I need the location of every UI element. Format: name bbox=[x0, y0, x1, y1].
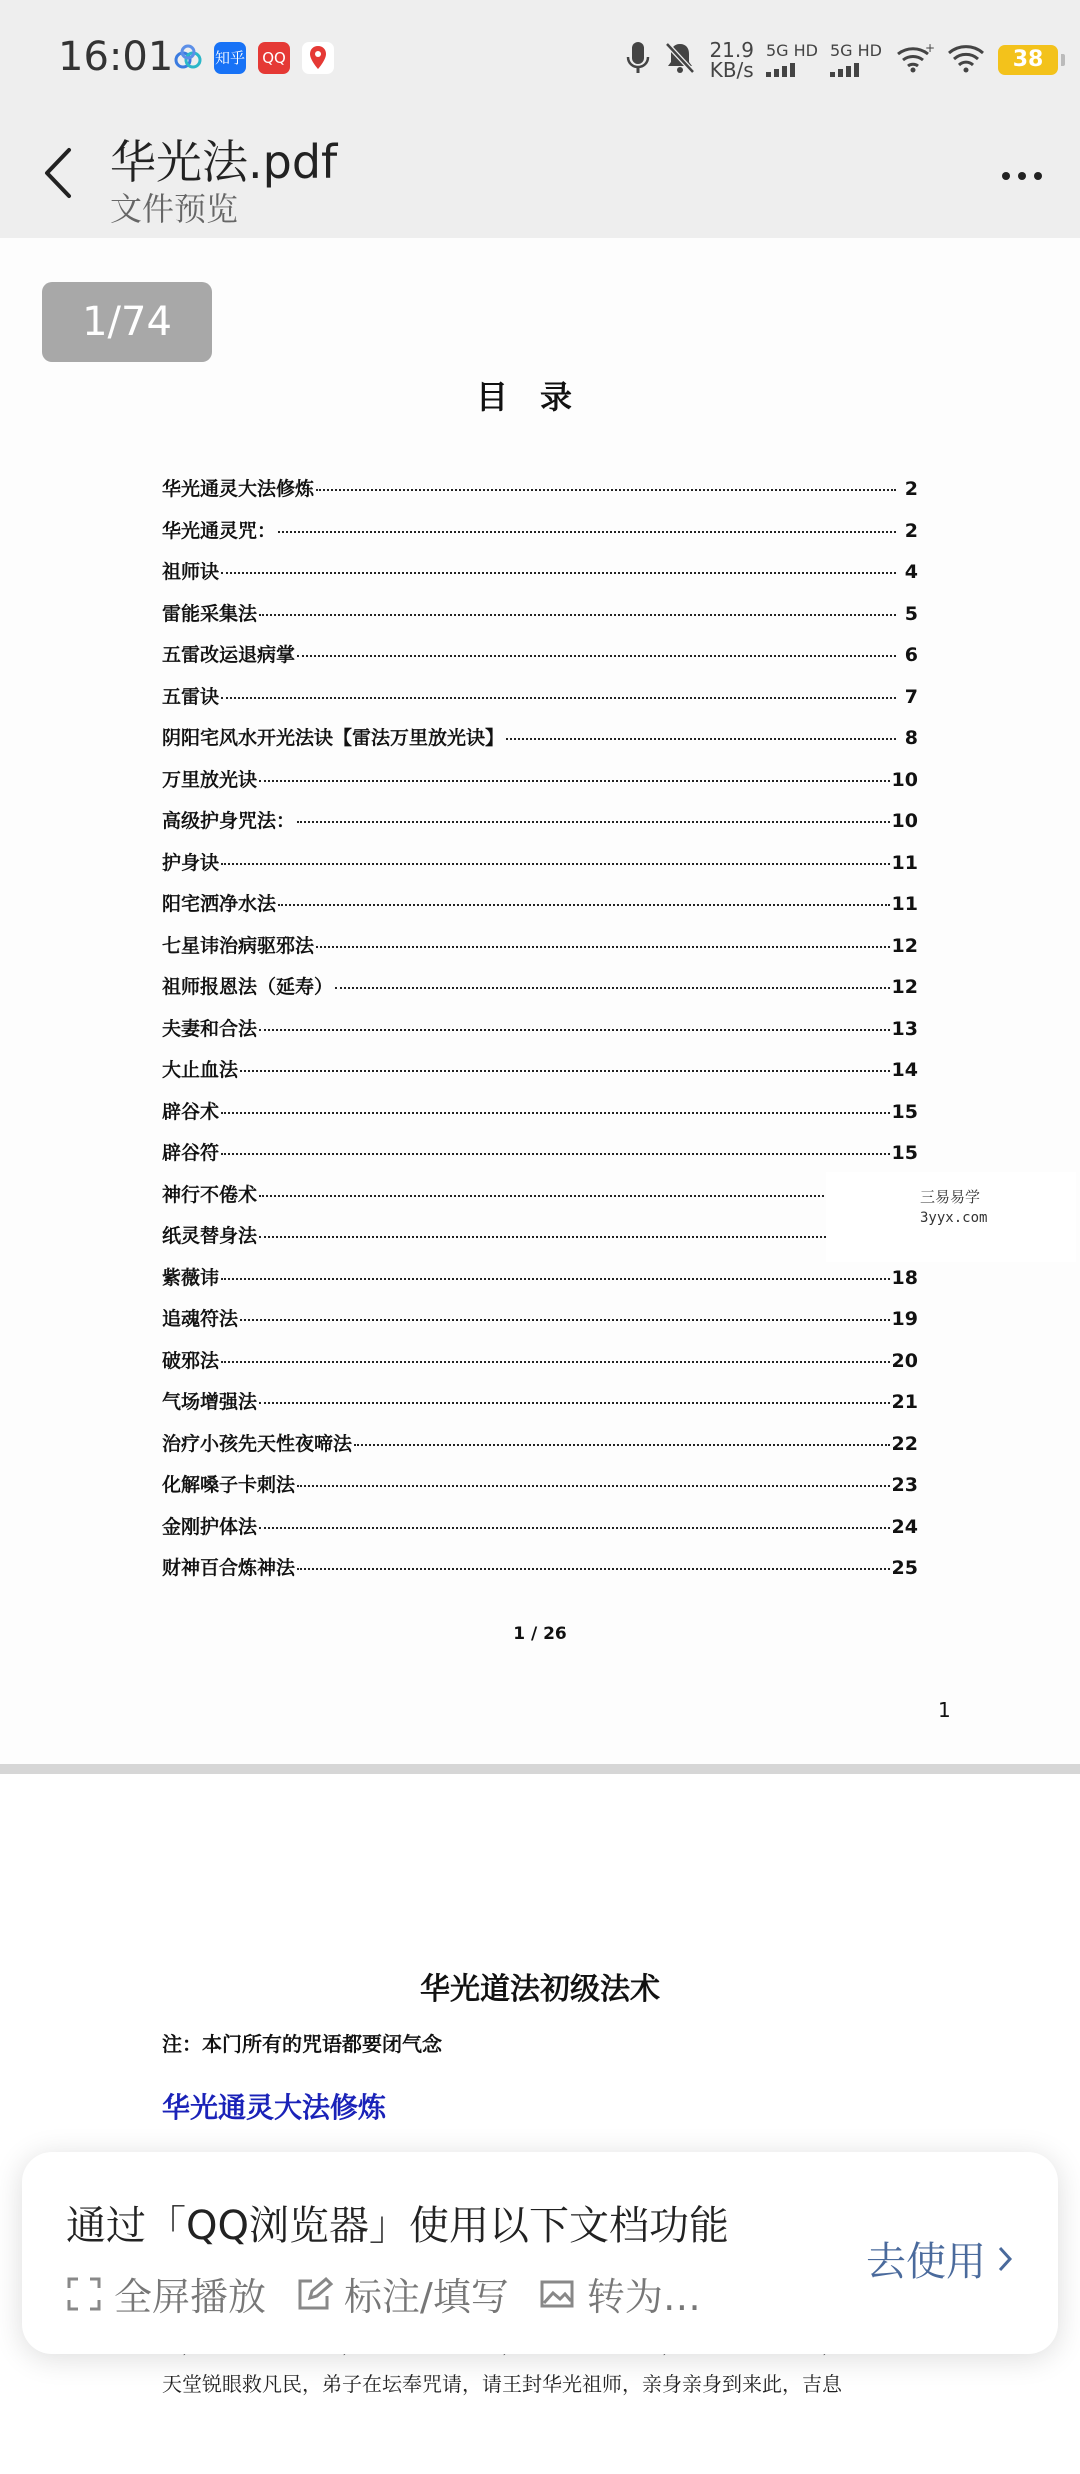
toc-entry-page: 15 bbox=[891, 1100, 918, 1123]
toc-entry-title: 纸灵替身法 bbox=[162, 1225, 258, 1247]
watermark bbox=[826, 1172, 1076, 1262]
feature-label: 标注/填写 bbox=[344, 2275, 509, 2319]
toc-row[interactable] bbox=[162, 1346, 918, 1388]
chevron-right-icon bbox=[996, 2244, 1014, 2274]
go-use-label: 去使用 bbox=[866, 2239, 986, 2285]
feature-annotate[interactable] bbox=[296, 2266, 509, 2321]
svg-text:+: + bbox=[925, 41, 936, 55]
wifi-plus-icon bbox=[894, 42, 934, 78]
file-subtitle: 文件预览 bbox=[110, 190, 239, 228]
mute-bell-icon bbox=[663, 40, 697, 80]
net-speed-value: 21.9 bbox=[709, 38, 754, 62]
toc-row[interactable] bbox=[162, 1097, 918, 1139]
more-options-button[interactable] bbox=[990, 146, 1054, 206]
toc-entry-page: 24 bbox=[891, 1515, 918, 1538]
toc-leader-dots bbox=[240, 1070, 890, 1072]
toc-entry-page: 7 bbox=[904, 685, 918, 708]
toc-leader-dots bbox=[335, 987, 890, 989]
toc-row[interactable] bbox=[162, 640, 918, 682]
page-number: 1 bbox=[938, 1698, 951, 1722]
image-icon bbox=[539, 2276, 575, 2312]
toc-entry-page: 14 bbox=[891, 1059, 918, 1081]
watermark-line2: 3yyx.com bbox=[920, 1210, 988, 1226]
toc-row[interactable] bbox=[162, 1014, 918, 1056]
signal-1-label: 5G HD bbox=[765, 41, 818, 60]
page2-heading: 华光通灵大法修炼 bbox=[162, 2091, 387, 2124]
toc-entry-title: 阴阳宅风水开光法诀【雷法万里放光诀】 bbox=[162, 727, 505, 749]
toc-leader-dots bbox=[221, 1361, 890, 1363]
toc-entry-title: 金刚护体法 bbox=[162, 1515, 258, 1538]
toc-entry-title: 七星讳治病驱邪法 bbox=[162, 934, 315, 957]
toc-row[interactable] bbox=[162, 723, 918, 765]
toc-entry-page: 2 bbox=[904, 478, 918, 500]
toc-entry-title: 雷能采集法 bbox=[162, 602, 258, 625]
maps-pin-icon bbox=[302, 42, 334, 74]
toc-entry-title: 辟谷术 bbox=[162, 1100, 220, 1123]
toc-entry-title: 紫薇讳 bbox=[162, 1266, 220, 1289]
toc-entry-title: 华光通灵大法修炼 bbox=[162, 478, 315, 500]
back-button[interactable] bbox=[28, 138, 88, 208]
toc-entry-page: 11 bbox=[891, 851, 918, 874]
toc-row[interactable] bbox=[162, 889, 918, 931]
toc-leader-dots bbox=[240, 1319, 890, 1321]
toc-leader-dots bbox=[221, 1112, 890, 1114]
toc-leader-dots bbox=[278, 904, 890, 906]
toc-entry-title: 夫妻和合法 bbox=[162, 1017, 258, 1040]
battery-indicator: 38 bbox=[998, 45, 1058, 75]
fullscreen-icon bbox=[66, 2276, 102, 2312]
toc-leader-dots bbox=[259, 1236, 890, 1238]
toc-list bbox=[162, 474, 918, 1595]
watermark-line1: 三易易学 bbox=[920, 1188, 981, 1206]
toc-entry-title: 祖师诀 bbox=[162, 561, 220, 583]
toc-entry-title: 华光通灵咒： bbox=[162, 519, 277, 542]
toc-entry-page: 22 bbox=[891, 1432, 918, 1455]
edit-icon bbox=[296, 2276, 332, 2312]
toc-row[interactable] bbox=[162, 765, 918, 807]
toc-entry-title: 神行不倦术 bbox=[162, 1183, 258, 1206]
toc-entry-page: 20 bbox=[891, 1349, 918, 1372]
toc-entry-title: 治疗小孩先天性夜啼法 bbox=[162, 1432, 353, 1455]
qq-app-icon: QQ bbox=[258, 42, 290, 74]
page-counter: 1/74 bbox=[42, 282, 212, 362]
pdf-viewer[interactable] bbox=[0, 238, 1080, 2400]
toc-leader-dots bbox=[506, 738, 896, 740]
toc-row[interactable] bbox=[162, 848, 918, 890]
toc-row[interactable] bbox=[162, 806, 918, 848]
status-bar bbox=[0, 0, 1080, 118]
toc-row[interactable] bbox=[162, 599, 918, 641]
toc-entry-title: 气场增强法 bbox=[162, 1391, 258, 1413]
promo-features bbox=[66, 2266, 701, 2321]
status-time: 16:01 bbox=[58, 34, 174, 80]
baidu-pan-icon bbox=[172, 42, 204, 74]
toc-row[interactable] bbox=[162, 1512, 918, 1554]
wifi-icon bbox=[946, 42, 986, 78]
status-indicators bbox=[625, 34, 1058, 86]
toc-entry-title: 辟谷符 bbox=[162, 1142, 220, 1164]
toc-entry-page: 25 bbox=[891, 1557, 918, 1579]
toc-entry-page: 13 bbox=[891, 1017, 918, 1040]
toc-entry-title: 五雷诀 bbox=[162, 685, 220, 708]
toc-entry-title: 大止血法 bbox=[162, 1059, 239, 1081]
toc-entry-title: 高级护身咒法： bbox=[162, 810, 296, 832]
file-title: 华光法.pdf bbox=[110, 135, 338, 189]
feature-label: 转为… bbox=[586, 2275, 701, 2319]
net-speed bbox=[709, 40, 754, 80]
toc-row[interactable] bbox=[162, 931, 918, 973]
toc-leader-dots bbox=[259, 614, 896, 616]
toc-leader-dots bbox=[221, 572, 896, 574]
toc-entry-page: 23 bbox=[891, 1474, 918, 1496]
toc-row[interactable] bbox=[162, 1470, 918, 1512]
signal-2-bars-icon bbox=[830, 63, 882, 77]
go-use-button[interactable] bbox=[866, 2230, 1014, 2287]
feature-fullscreen[interactable] bbox=[66, 2266, 266, 2321]
toc-entry-page: 18 bbox=[891, 1266, 918, 1289]
toc-entry-title: 化解嗓子卡刺法 bbox=[162, 1474, 296, 1496]
toc-entry-title: 财神百合炼神法 bbox=[162, 1557, 296, 1579]
page2-body-line: 天堂锐眼救凡民，弟子在坛奉咒请，请王封华光祖师，亲身亲身到来此，吉息 bbox=[162, 2372, 842, 2396]
toc-entry-title: 阳宅洒净水法 bbox=[162, 893, 277, 915]
toc-leader-dots bbox=[221, 1153, 890, 1155]
page2-title: 华光道法初级法术 bbox=[420, 1972, 660, 2007]
signal-2 bbox=[830, 43, 882, 77]
zhihu-icon: 知乎 bbox=[214, 42, 246, 74]
toc-row[interactable] bbox=[162, 474, 918, 516]
toc-entry-page: 5 bbox=[904, 602, 918, 625]
nav-bar bbox=[0, 118, 1080, 238]
toc-row[interactable] bbox=[162, 1221, 918, 1263]
toc-entry-title: 祖师报恩法（延寿） bbox=[162, 976, 334, 998]
page-divider bbox=[0, 1764, 1080, 1774]
toc-leader-dots bbox=[316, 946, 890, 948]
toc-row[interactable] bbox=[162, 1304, 918, 1346]
toc-row[interactable] bbox=[162, 1055, 918, 1097]
toc-row[interactable] bbox=[162, 1138, 918, 1180]
toc-entry-title: 破邪法 bbox=[162, 1349, 220, 1372]
toc-row[interactable] bbox=[162, 1180, 918, 1222]
toc-row[interactable] bbox=[162, 972, 918, 1014]
toc-leader-dots bbox=[297, 655, 896, 657]
toc-entry-page: 4 bbox=[904, 561, 918, 583]
toc-row[interactable] bbox=[162, 1553, 918, 1595]
more-dot-icon bbox=[1034, 172, 1042, 180]
toc-row[interactable] bbox=[162, 1263, 918, 1305]
toc-leader-dots bbox=[221, 1278, 890, 1280]
toc-leader-dots bbox=[259, 1029, 890, 1031]
toc-entry-page: 15 bbox=[891, 1142, 918, 1164]
toc-leader-dots bbox=[259, 780, 890, 782]
toc-entry-page: 2 bbox=[904, 519, 918, 542]
promo-text: 通过「QQ浏览器」使用以下文档功能 bbox=[66, 2203, 729, 2249]
toc-row[interactable] bbox=[162, 516, 918, 558]
page2-note: 注：本门所有的咒语都要闭气念 bbox=[162, 2032, 442, 2056]
signal-1 bbox=[766, 43, 818, 77]
toc-leader-dots bbox=[297, 821, 890, 823]
chevron-left-icon bbox=[41, 146, 75, 200]
toc-leader-dots bbox=[221, 863, 890, 865]
pdf-page-2 bbox=[0, 1774, 1080, 2474]
toc-entry-page: 19 bbox=[891, 1308, 918, 1330]
toc-entry-page: 6 bbox=[904, 644, 918, 666]
toc-leader-dots bbox=[316, 489, 896, 491]
toc-entry-page: 10 bbox=[891, 810, 918, 832]
toc-leader-dots bbox=[297, 1568, 890, 1570]
microphone-icon bbox=[625, 40, 651, 80]
toc-leader-dots bbox=[259, 1402, 890, 1404]
toc-row[interactable] bbox=[162, 682, 918, 724]
toc-leader-dots bbox=[259, 1527, 890, 1529]
toc-leader-dots bbox=[259, 1195, 896, 1197]
toc-entry-page: 11 bbox=[891, 893, 918, 915]
toc-row[interactable] bbox=[162, 1387, 918, 1429]
net-speed-unit: KB/s bbox=[709, 58, 754, 82]
toc-entry-title: 追魂符法 bbox=[162, 1308, 239, 1330]
feature-label: 全屏播放 bbox=[114, 2275, 267, 2319]
page-footer: 1 / 26 bbox=[513, 1624, 567, 1644]
signal-2-label: 5G HD bbox=[829, 41, 882, 60]
more-dot-icon bbox=[1002, 172, 1010, 180]
toc-leader-dots bbox=[354, 1444, 890, 1446]
feature-convert[interactable] bbox=[539, 2266, 701, 2321]
toc-entry-page: 21 bbox=[891, 1391, 918, 1413]
toc-row[interactable] bbox=[162, 557, 918, 599]
toc-leader-dots bbox=[278, 531, 896, 533]
toc-leader-dots bbox=[221, 697, 896, 699]
toc-title: 目录 bbox=[475, 378, 604, 416]
toc-entry-title: 护身诀 bbox=[162, 851, 220, 874]
toc-entry-page: 12 bbox=[891, 976, 918, 998]
signal-1-bars-icon bbox=[766, 63, 818, 77]
toc-entry-page: 12 bbox=[891, 934, 918, 957]
pdf-page-1 bbox=[0, 238, 1080, 1758]
toc-entry-title: 五雷改运退病掌 bbox=[162, 644, 296, 666]
toc-leader-dots bbox=[297, 1485, 890, 1487]
qq-browser-promo-card bbox=[22, 2152, 1058, 2354]
toc-entry-page: 8 bbox=[904, 727, 918, 749]
toc-row[interactable] bbox=[162, 1429, 918, 1471]
toc-entry-page: 10 bbox=[891, 768, 918, 791]
more-dot-icon bbox=[1018, 172, 1026, 180]
toc-entry-title: 万里放光诀 bbox=[162, 768, 258, 791]
